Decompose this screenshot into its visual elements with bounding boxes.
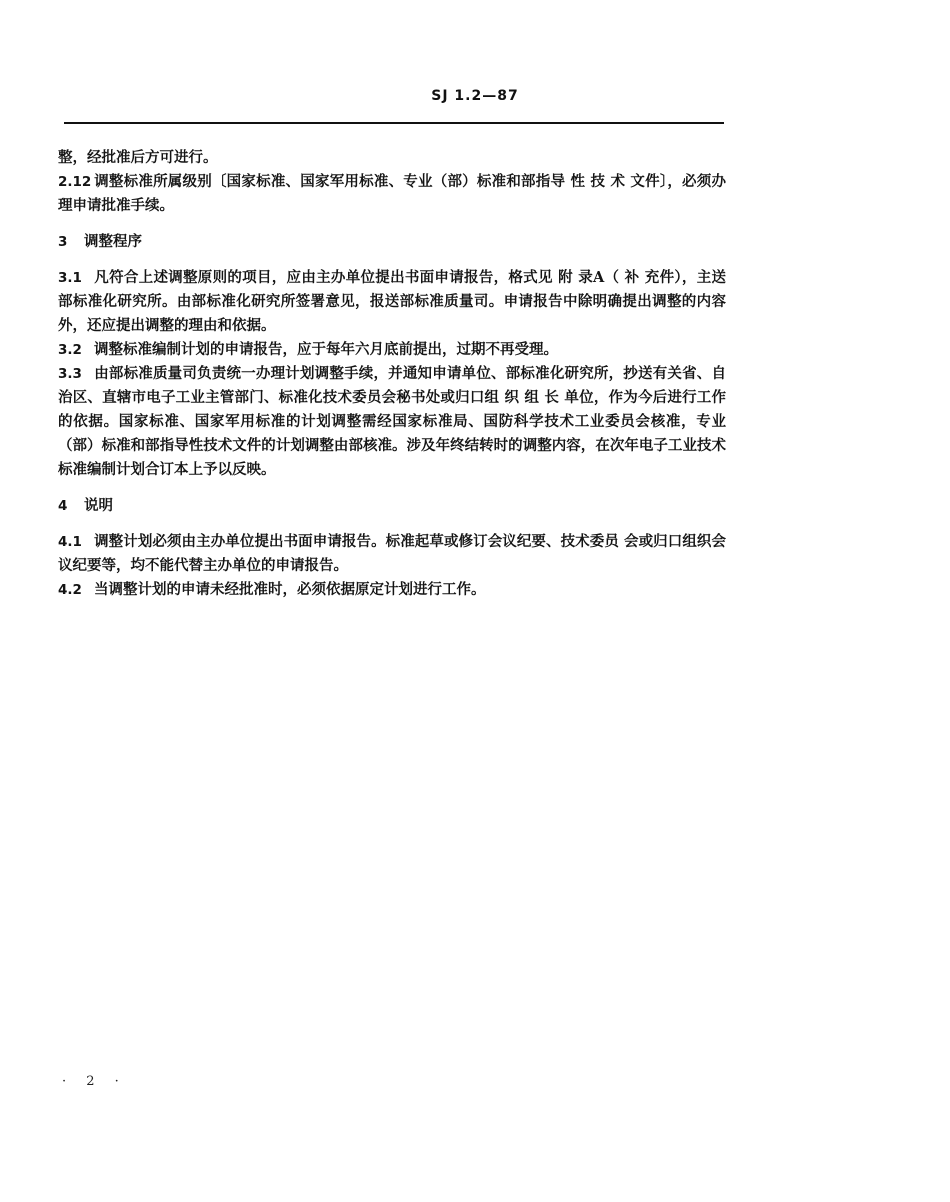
clause-text: 由部标准质量司负责统一办理计划调整手续，并通知申请单位、部标准化研究所，抄送有关省、自治区、直辖市电子工业主管部门、标准化技术委员会秘书处或归口组 织 组 长 单位，作为今后进行工作的依据。国家标准、国家军用标准的计划调整需经国家标准局、国防科学技术工业委员会核准，专业（部）标准和部指导性技术文件的计划调整由部核准。涉及年终结转时的调整内容，在次年电子工业技术标准编制计划合订本上予以反映。: [58, 365, 726, 478]
section-title: 调整程序: [84, 233, 142, 250]
clause-4-1: [58, 530, 726, 578]
section-title: 说明: [84, 497, 113, 514]
paragraph-continuation: [58, 146, 726, 170]
clause-2-12: [58, 170, 726, 218]
clause-number: 4.1: [58, 534, 82, 550]
clause-number: 3.1: [58, 270, 82, 286]
section-number: 4: [58, 498, 68, 514]
clause-text: 调整计划必须由主办单位提出书面申请报告。标准起草或修订会议纪要、技术委员 会或归口组织会议纪要等，均不能代替主办单位的申请报告。: [58, 533, 726, 574]
page-number: · 2 ·: [62, 1074, 127, 1089]
clause-number: 4.2: [58, 582, 82, 598]
clause-3-1: [58, 266, 726, 338]
document-body: [58, 146, 726, 602]
clause-number: 3.2: [58, 342, 82, 358]
header-rule: [64, 122, 724, 124]
clause-text: 凡符合上述调整原则的项目，应由主办单位提出书面申请报告，格式见 附 录A（ 补 充件），主送部标准化研究所。由部标准化研究所签署意见，报送部标准质量司。申请报告中除明确提出调整的内容外，还应提出调整的理由和依据。: [58, 269, 726, 334]
clause-number: 3.3: [58, 366, 82, 382]
clause-text: 当调整计划的申请未经批准时，必须依据原定计划进行工作。: [94, 581, 486, 598]
clause-4-2: [58, 578, 726, 602]
paragraph-text: 整，经批准后方可进行。: [58, 149, 218, 166]
clause-number: 2.12: [58, 174, 92, 190]
section-number: 3: [58, 234, 68, 250]
section-3-heading: [58, 230, 726, 254]
clause-text: 调整标准编制计划的申请报告，应于每年六月底前提出，过期不再受理。: [94, 341, 558, 358]
document-code-header: SJ 1.2—87: [431, 88, 519, 104]
clause-3-2: [58, 338, 726, 362]
clause-3-3: [58, 362, 726, 482]
clause-text: 调整标准所属级别〔国家标准、国家军用标准、专业（部）标准和部指导 性 技 术 文件〕，必须办理申请批准手续。: [58, 173, 726, 214]
section-4-heading: [58, 494, 726, 518]
